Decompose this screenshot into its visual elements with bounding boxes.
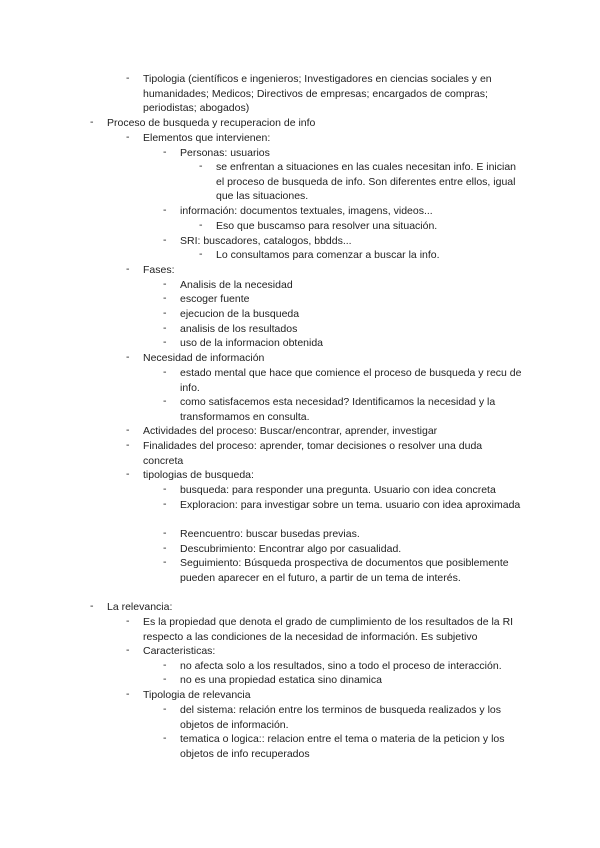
list-item-text: Lo consultamos para comenzar a buscar la info.	[216, 249, 440, 261]
list-item: - del sistema: relación entre los terminos de busqueda realizados y los objetos de información.	[180, 703, 525, 732]
list-item: - Descubrimiento: Encontrar algo por casualidad.	[180, 542, 525, 557]
list-item: - Exploracion: para investigar sobre un tema. usuario con idea aproximada	[180, 498, 525, 513]
list-item: - analisis de los resultados	[180, 322, 525, 337]
list-item-text: como satisfacemos esta necesidad? Identificamos la necesidad y la transformamos en consulta.	[180, 396, 496, 423]
list-item: - Actividades del proceso: Buscar/encontrar, aprender, investigar	[143, 424, 525, 439]
list-item-text: Fases:	[143, 264, 175, 276]
list-item-text: Analisis de la necesidad	[180, 279, 293, 291]
list-item: - Analisis de la necesidad	[180, 278, 525, 293]
list-item: - Tipologia (científicos e ingenieros; Investigadores en ciencias sociales y en humanidades; Medicos; Directivos de empresas; encargados de compras; periodistas; abogados)	[143, 72, 525, 116]
list-item-text: La relevancia:	[107, 601, 173, 613]
list-item: - estado mental que hace que comience el proceso de busqueda y recu de info.	[180, 366, 525, 395]
list-item: - Seguimiento: Búsqueda prospectiva de documentos que posiblemente pueden aparecer en el futuro, a partir de un tema de interés.	[180, 556, 525, 585]
list-item: - Finalidades del proceso: aprender, tomar decisiones o resolver una duda concreta	[143, 439, 525, 468]
list-item: - La relevancia:	[107, 600, 525, 615]
list-item: - Reencuentro: buscar busedas previas.	[180, 527, 525, 542]
list-item: - ejecucion de la busqueda	[180, 307, 525, 322]
list-item: - no es una propiedad estatica sino dinamica	[180, 673, 525, 688]
list-item-text: busqueda: para responder una pregunta. Usuario con idea concreta	[180, 484, 496, 496]
list-item-text: Caracteristicas:	[143, 645, 216, 657]
list-item-text: tipologias de busqueda:	[143, 469, 254, 481]
list-item: - como satisfacemos esta necesidad? Identificamos la necesidad y la transformamos en consulta.	[180, 395, 525, 424]
list-item-text: no afecta solo a los resultados, sino a todo el proceso de interacción.	[180, 660, 502, 672]
list-item-text: tematica o logica:: relacion entre el tema o materia de la peticion y los objetos de info recuperados	[180, 733, 505, 760]
list-item: - busqueda: para responder una pregunta. Usuario con idea concreta	[180, 483, 525, 498]
list-item-text: Descubrimiento: Encontrar algo por casualidad.	[180, 543, 402, 555]
list-item-text: no es una propiedad estatica sino dinamica	[180, 674, 382, 686]
list-item-text: Seguimiento: Búsqueda prospectiva de documentos que posiblemente pueden aparecer en el futuro, a partir de un tema de interés.	[180, 557, 509, 584]
list-item: - se enfrentan a situaciones en las cuales necesitan info. E inician el proceso de busqueda de info. Son diferentes entre ellos, igual que las situaciones.	[216, 160, 525, 204]
list-item: - Personas: usuarios	[180, 146, 525, 161]
list-item: - SRI: buscadores, catalogos, bbdds...	[180, 234, 525, 249]
list-item: - Eso que buscamso para resolver una situación.	[216, 219, 525, 234]
list-item-text: Actividades del proceso: Buscar/encontrar, aprender, investigar	[143, 425, 438, 437]
list-item-text: Finalidades del proceso: aprender, tomar decisiones o resolver una duda concreta	[143, 440, 483, 467]
list-item: - información: documentos textuales, imagens, videos...	[180, 204, 525, 219]
list-item-text: Tipologia (científicos e ingenieros; Investigadores en ciencias sociales y en humanidades; Medicos; Directivos de empresas; encargados de compras; periodistas; abogados)	[143, 73, 492, 115]
list-item-text: Tipologia de relevancia	[143, 689, 251, 701]
list-item: - Lo consultamos para comenzar a buscar la info.	[216, 248, 525, 263]
list-item-text: se enfrentan a situaciones en las cuales necesitan info. E inician el proceso de busqueda de info. Son diferentes entre ellos, igual que las situaciones.	[216, 161, 517, 203]
list-item-text: uso de la informacion obtenida	[180, 337, 324, 349]
list-item-text: analisis de los resultados	[180, 323, 298, 335]
list-item: - Tipologia de relevancia	[143, 688, 525, 703]
list-item-text: Proceso de busqueda y recuperacion de info	[107, 117, 316, 129]
list-item: - tematica o logica:: relacion entre el tema o materia de la peticion y los objetos de info recuperados	[180, 732, 525, 761]
list-item-text: Reencuentro: buscar busedas previas.	[180, 528, 360, 540]
list-item: - escoger fuente	[180, 292, 525, 307]
list-item-text: Es la propiedad que denota el grado de cumplimiento de los resultados de la RI respecto a las condiciones de la necesidad de información. Es subjetivo	[143, 616, 514, 643]
list-item-text: estado mental que hace que comience el proceso de busqueda y recu de info.	[180, 367, 522, 394]
list-item-text: del sistema: relación entre los terminos de busqueda realizados y los objetos de información.	[180, 704, 502, 731]
list-item: - Proceso de busqueda y recuperacion de info	[107, 116, 525, 131]
list-item: - no afecta solo a los resultados, sino a todo el proceso de interacción.	[180, 659, 525, 674]
list-item-text: Elementos que intervienen:	[143, 132, 271, 144]
list-item-text: ejecucion de la busqueda	[180, 308, 300, 320]
list-item-text: Personas: usuarios	[180, 147, 270, 159]
list-item-text: SRI: buscadores, catalogos, bbdds...	[180, 235, 352, 247]
list-item-text: Exploracion: para investigar sobre un tema. usuario con idea aproximada	[180, 499, 521, 511]
list-item: - uso de la informacion obtenida	[180, 336, 525, 351]
list-item-text: Eso que buscamso para resolver una situación.	[216, 220, 438, 232]
list-item: - Elementos que intervienen:	[143, 131, 525, 146]
list-item-text: Necesidad de información	[143, 352, 265, 364]
list-item: - tipologias de busqueda:	[143, 468, 525, 483]
list-item-text: información: documentos textuales, imagens, videos...	[180, 205, 433, 217]
list-item: - Fases:	[143, 263, 525, 278]
list-item: - Es la propiedad que denota el grado de cumplimiento de los resultados de la RI respecto a las condiciones de la necesidad de información. Es subjetivo	[143, 615, 525, 644]
list-item-text: escoger fuente	[180, 293, 250, 305]
list-item: - Necesidad de información	[143, 351, 525, 366]
list-item: - Caracteristicas:	[143, 644, 525, 659]
